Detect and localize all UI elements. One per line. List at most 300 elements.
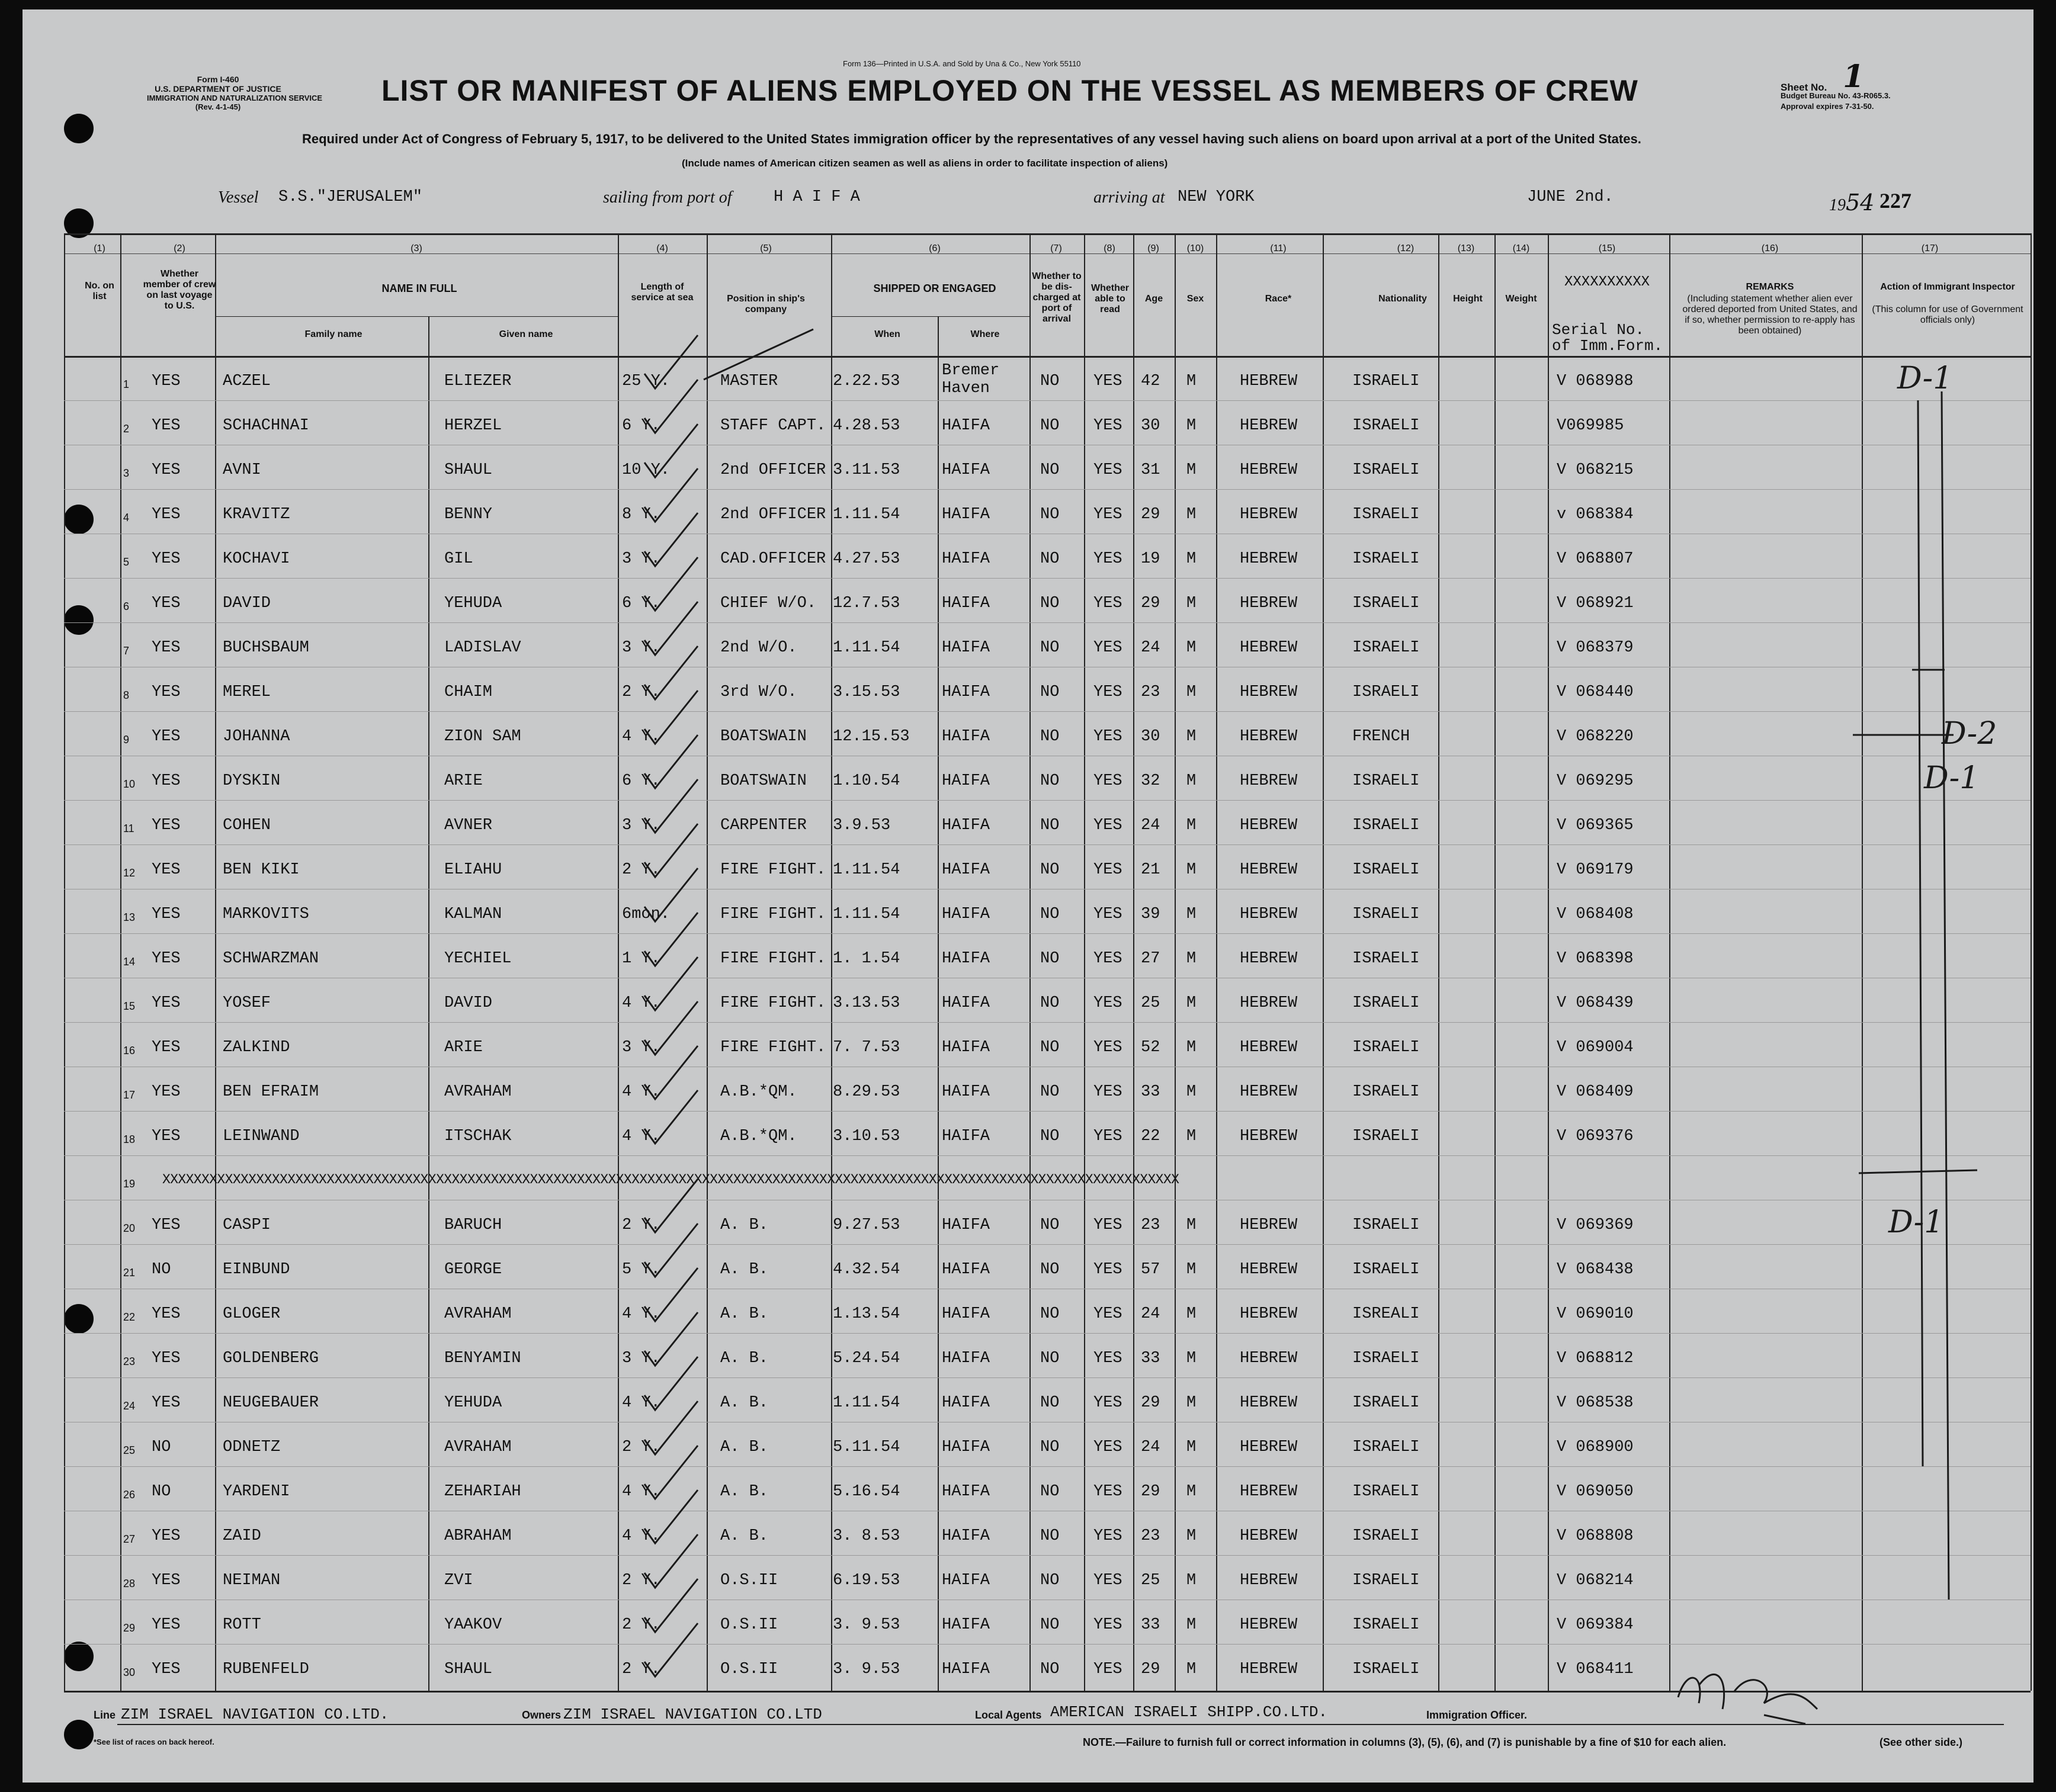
nationality-cell: ISRAELI [1352,506,1420,524]
able-to-read-cell: YES [1093,1216,1122,1234]
checkmark [644,602,698,655]
shipped-when-cell: 5.24.54 [833,1350,900,1367]
shipped-where-cell: HAIFA [942,905,990,923]
able-to-read-cell: YES [1093,1438,1122,1456]
position-cell: A. B. [720,1305,769,1323]
colnum-14: (14) [1512,243,1530,253]
row-number: 25 [123,1444,136,1456]
serial-number-cell: V 068398 [1557,950,1634,968]
vessel-label: Vessel [218,188,259,207]
age-cell: 57 [1141,1261,1160,1279]
service-length-cell: 4 Y. [622,994,660,1012]
sheet-label: Sheet No. [1781,82,1827,93]
colnum-12: (12) [1397,243,1414,253]
nationality-cell: ISRAELI [1352,639,1420,657]
age-cell: 29 [1141,506,1160,524]
race-cell: HEBREW [1240,1483,1298,1501]
last-voyage-cell: YES [152,372,181,390]
age-cell: 39 [1141,905,1160,923]
shipped-where-cell: HAIFA [942,1438,990,1456]
discharged-cell: NO [1040,1039,1060,1056]
header-remarks: REMARKS [1746,282,1794,292]
row-number: 14 [123,956,136,968]
shipped-when-cell: 1.11.54 [833,861,900,879]
checkmark [644,1490,698,1543]
shipped-when-cell: 6.19.53 [833,1572,900,1589]
race-cell: HEBREW [1240,639,1298,657]
family-name-cell: EINBUND [223,1261,290,1279]
age-cell: 24 [1141,639,1160,657]
sex-cell: M [1186,506,1197,524]
row-number: 23 [123,1356,136,1367]
service-length-cell: 2 Y. [622,1216,660,1234]
shipped-when-cell: 3. 9.53 [833,1661,900,1678]
row-number: 12 [123,867,136,879]
sex-cell: M [1186,417,1197,435]
serial-number-cell: V 068807 [1557,550,1634,568]
nationality-cell: ISRAELI [1352,772,1420,790]
nationality-cell: ISRAELI [1352,1083,1420,1101]
family-name-cell: NEUGEBAUER [223,1394,319,1412]
row-number: 15 [123,1000,136,1012]
given-name-cell: ABRAHAM [444,1527,512,1545]
last-voyage-cell: YES [152,550,181,568]
nationality-cell: ISRAELI [1352,550,1420,568]
nationality-cell: ISRAELI [1352,905,1420,923]
shipped-when-cell: 1.11.54 [833,905,900,923]
position-cell: BOATSWAIN [720,728,807,746]
owners-label: Owners [522,1709,562,1721]
sex-cell: M [1186,950,1197,968]
age-cell: 33 [1141,1350,1160,1367]
family-name-cell: BUCHSBAUM [223,639,309,657]
shipped-where-cell: HAIFA [942,639,990,657]
discharged-cell: NO [1040,595,1060,612]
position-cell: FIRE FIGHT. [720,994,826,1012]
colnum-10: (10) [1186,243,1204,253]
sex-cell: M [1186,1483,1197,1501]
position-cell: O.S.II [720,1661,778,1678]
last-voyage-cell: YES [152,905,181,923]
position-cell: 2nd W/O. [720,639,797,657]
race-cell: HEBREW [1240,1394,1298,1412]
form-title: LIST OR MANIFEST OF ALIENS EMPLOYED ON THE VESSEL AS MEMBERS OF CREW [381,74,1638,107]
race-cell: HEBREW [1240,994,1298,1012]
given-name-cell: BENNY [444,506,493,524]
able-to-read-cell: YES [1093,417,1122,435]
given-name-cell: ZION SAM [444,728,521,746]
nationality-cell: ISRAELI [1352,1216,1420,1234]
sex-cell: M [1186,1039,1197,1056]
shipped-when-cell: 12.7.53 [833,595,900,612]
colnum-4: (4) [656,243,668,253]
header-inspector-note: (This column for use of Government officials only) [1872,304,2023,325]
discharged-cell: NO [1040,1527,1060,1545]
given-name-cell: ITSCHAK [444,1128,512,1145]
service-length-cell: 5 Y. [622,1261,660,1279]
row-number: 21 [123,1267,136,1279]
sex-cell: M [1186,1216,1197,1234]
age-cell: 24 [1141,1305,1160,1323]
last-voyage-cell: NO [152,1483,171,1501]
header-name-in-full: NAME IN FULL [381,282,457,294]
able-to-read-cell: YES [1093,639,1122,657]
serial-number-cell: V 068921 [1557,595,1634,612]
sex-cell: M [1186,1438,1197,1456]
shipped-when-cell: 1.11.54 [833,639,900,657]
serial-number-cell: V 069376 [1557,1128,1634,1145]
family-name-cell: ACZEL [223,372,271,390]
race-cell: HEBREW [1240,372,1298,390]
shipped-when-cell: 5.11.54 [833,1438,900,1456]
last-voyage-cell: YES [152,1305,181,1323]
shipped-when-cell: 7. 7.53 [833,1039,900,1056]
checkmark [644,380,698,433]
last-voyage-cell: YES [152,1572,181,1589]
service-length-cell: 1 Y. [622,950,660,968]
shipped-when-cell: 2.22.53 [833,372,900,390]
given-name-cell: LADISLAV [444,639,521,657]
checkmark [644,1623,698,1677]
given-name-cell: ZVI [444,1572,473,1589]
age-cell: 21 [1141,861,1160,879]
line-company: ZIM ISRAEL NAVIGATION CO.LTD. [121,1706,389,1723]
colnum-7: (7) [1050,243,1062,253]
age-cell: 24 [1141,1438,1160,1456]
service-length-cell: 3 Y. [622,639,660,657]
discharged-cell: NO [1040,1216,1060,1234]
sex-cell: M [1186,1305,1197,1323]
shipped-where-cell: HAIFA [942,461,990,479]
able-to-read-cell: YES [1093,1661,1122,1678]
shipped-when-cell: 9.27.53 [833,1216,900,1234]
service-length-cell: 6 Y. [622,417,660,435]
race-cell: HEBREW [1240,461,1298,479]
nationality-cell: ISRAELI [1352,417,1420,435]
arrival-date: JUNE 2nd. [1527,188,1614,206]
shipped-when-cell: 1. 1.54 [833,950,900,968]
age-cell: 31 [1141,461,1160,479]
year-suffix: 54 [1846,190,1875,216]
race-cell: HEBREW [1240,1616,1298,1634]
family-name-cell: SCHWARZMAN [223,950,319,968]
shipped-where-cell: HAIFA [942,1527,990,1545]
printer-note: Form 136—Printed in U.S.A. and Sold by Una & Co., New York 55110 [843,59,1081,68]
age-cell: 25 [1141,1572,1160,1589]
discharged-cell: NO [1040,950,1060,968]
serial-number-cell: v 068384 [1557,506,1634,524]
shipped-where-cell: HAIFA [942,1483,990,1501]
shipped-where-cell: HAIFA [942,1616,990,1634]
service-length-cell: 6 Y. [622,595,660,612]
nationality-cell: ISRAELI [1352,1483,1420,1501]
given-name-cell: YEHUDA [444,595,502,612]
header-race: Race* [1265,294,1292,304]
shipped-where-cell: HAIFA [942,595,990,612]
inspector-bracket-line [1918,400,1923,1466]
serial-number-cell: V 068408 [1557,905,1634,923]
header-nationality: Nationality [1378,294,1427,304]
nationality-cell: ISRAELI [1352,595,1420,612]
shipped-where-cell: HAIFA [942,506,990,524]
shipped-when-cell: 3.11.53 [833,461,900,479]
serial-number-cell: V 068439 [1557,994,1634,1012]
last-voyage-cell: YES [152,772,181,790]
family-name-cell: JOHANNA [223,728,290,746]
discharged-cell: NO [1040,1572,1060,1589]
shipped-when-cell: 3. 9.53 [833,1616,900,1634]
serial-number-cell: V 068379 [1557,639,1634,657]
shipped-where-cell: HAIFA [942,1216,990,1234]
nationality-cell: ISRAELI [1352,1039,1420,1056]
checkmark [644,1312,698,1366]
discharged-cell: NO [1040,1394,1060,1412]
shipped-where-cell: HAIFA [942,728,990,746]
able-to-read-cell: YES [1093,1572,1122,1589]
discharged-cell: NO [1040,506,1060,524]
header-age: Age [1144,294,1163,304]
race-cell: HEBREW [1240,772,1298,790]
age-cell: 30 [1141,417,1160,435]
sex-cell: M [1186,1128,1197,1145]
serial-number-cell: V 069010 [1557,1305,1634,1323]
family-name-cell: RUBENFELD [223,1661,309,1678]
last-voyage-cell: YES [152,1616,181,1634]
nationality-cell: ISRAELI [1352,1128,1420,1145]
shipped-when-cell: 3.9.53 [833,817,891,834]
able-to-read-cell: YES [1093,817,1122,834]
service-length-cell: 3 Y. [622,817,660,834]
colnum-2: (2) [174,243,185,253]
agents-label: Local Agents [975,1709,1042,1721]
family-name-cell: AVNI [223,461,261,479]
age-cell: 52 [1141,1039,1160,1056]
colnum-17: (17) [1921,243,1939,253]
race-cell: HEBREW [1240,905,1298,923]
last-voyage-cell: YES [152,1350,181,1367]
service-length-cell: 2 Y. [622,1661,660,1678]
nationality-cell: ISRAELI [1352,994,1420,1012]
shipped-where-cell: HAIFA [942,1661,990,1678]
colnum-3: (3) [410,243,422,253]
inspector-disposition-mark: D-1 [1888,1205,1944,1240]
able-to-read-cell: YES [1093,1305,1122,1323]
row-number: 17 [123,1089,136,1101]
service-length-cell: 8 Y. [622,506,660,524]
shipped-where-cell: HAIFA [942,861,990,879]
family-name-cell: MARKOVITS [223,905,309,923]
nationality-cell: ISRAELI [1352,683,1420,701]
given-name-cell: YAAKOV [444,1616,502,1634]
penalty-note: NOTE.—Failure to furnish full or correct information in columns (3), (5), (6), and (7) is punishable by a fine of $10 for each alien. [1083,1736,1727,1748]
nationality-cell: ISRAELI [1352,1438,1420,1456]
serial-number-cell: V069985 [1557,417,1624,435]
colnum-11: (11) [1270,243,1287,253]
age-cell: 33 [1141,1616,1160,1634]
row-number: 9 [123,734,130,746]
race-cell: HEBREW [1240,506,1298,524]
sex-cell: M [1186,1083,1197,1101]
checkmark [644,1401,698,1454]
row-number: 29 [123,1622,136,1634]
sex-cell: M [1186,994,1197,1012]
checkmark [644,1268,698,1321]
able-to-read-cell: YES [1093,772,1122,790]
discharged-cell: NO [1040,1350,1060,1367]
position-cell: MASTER [720,372,778,390]
header-remarks-note: (Including statement whether alien ever ordered deported from United States, and if so, whether permission to re-apply has been obtained) [1682,294,1858,336]
department: U.S. DEPARTMENT OF JUSTICE [155,84,281,94]
serial-number-cell: V 069179 [1557,861,1634,879]
last-voyage-cell: YES [152,950,181,968]
serial-number-cell: V 068220 [1557,728,1634,746]
discharged-cell: NO [1040,461,1060,479]
header-weight: Weight [1505,294,1537,304]
service-length-cell: 6mon. [622,905,671,923]
checkmark [644,1179,698,1232]
age-cell: 19 [1141,550,1160,568]
discharged-cell: NO [1040,372,1060,390]
inspector-dash [1859,1170,1977,1173]
able-to-read-cell: YES [1093,506,1122,524]
last-voyage-cell: YES [152,1083,181,1101]
shipped-where-cell: HAIFA [942,683,990,701]
colnum-16: (16) [1761,243,1779,253]
row-number: 2 [123,423,130,435]
nationality-cell: ISRAELI [1352,1394,1420,1412]
family-name-cell: GLOGER [223,1305,281,1323]
header-last-voyage: Whether member of crew on last voyage to U.S. [143,269,216,311]
last-voyage-cell: YES [152,506,181,524]
checkmark [644,691,698,744]
shipped-when-cell: 4.32.54 [833,1261,900,1279]
shipped-when-cell: 1.10.54 [833,772,900,790]
sex-cell: M [1186,1394,1197,1412]
age-cell: 29 [1141,1661,1160,1678]
position-cell: A. B. [720,1216,769,1234]
header-length-of-service: Length of service at sea [631,282,694,303]
shipped-when-cell: 8.29.53 [833,1083,900,1101]
race-cell: HEBREW [1240,1216,1298,1234]
family-name-cell: YARDENI [223,1483,290,1501]
race-cell: HEBREW [1240,817,1298,834]
row-number: 30 [123,1666,136,1678]
shipped-where-cell: HAIFA [942,994,990,1012]
age-cell: 23 [1141,1216,1160,1234]
arriving-label: arriving at [1093,188,1165,207]
row-number: 13 [123,911,136,923]
family-name-cell: BEN KIKI [223,861,300,879]
sex-cell: M [1186,1661,1197,1678]
race-cell: HEBREW [1240,1438,1298,1456]
service-length-cell: 4 Y. [622,1394,660,1412]
serial-number-cell: V 068808 [1557,1527,1634,1545]
given-name-cell: ZEHARIAH [444,1483,521,1501]
position-cell: O.S.II [720,1572,778,1589]
able-to-read-cell: YES [1093,1128,1122,1145]
shipped-where-cell: HAIFA [942,1083,990,1101]
given-name-cell: GEORGE [444,1261,502,1279]
checkmark [644,868,698,921]
nationality-cell: ISRAELI [1352,1350,1420,1367]
family-name-cell: DAVID [223,595,271,612]
race-note: *See list of races on back hereof. [94,1738,214,1746]
race-cell: HEBREW [1240,1261,1298,1279]
header-position: Position in ship's company [727,294,805,314]
able-to-read-cell: YES [1093,861,1122,879]
header-inspector-action: Action of Immigrant Inspector [1880,282,2015,292]
given-name-cell: YEHUDA [444,1394,502,1412]
position-cell: A.B.*QM. [720,1083,797,1101]
shipped-when-cell: 3.10.53 [833,1128,900,1145]
header-shipped-engaged: SHIPPED OR ENGAGED [873,282,996,294]
last-voyage-cell: YES [152,1527,181,1545]
inspector-bracket-line [1942,391,1949,1600]
family-name-cell: GOLDENBERG [223,1350,319,1367]
sailing-port: H A I F A [774,188,860,206]
checkmark [644,1090,698,1144]
checkmark [644,1223,698,1277]
discharged-cell: NO [1040,1438,1060,1456]
given-name-cell: KALMAN [444,905,502,923]
sex-cell: M [1186,1261,1197,1279]
position-cell: A. B. [720,1350,769,1367]
sex-cell: M [1186,461,1197,479]
race-cell: HEBREW [1240,861,1298,879]
row-number: 3 [123,467,130,479]
last-voyage-cell: YES [152,461,181,479]
shipped-where-cell: HAIFA [942,417,990,435]
discharged-cell: NO [1040,728,1060,746]
race-cell: HEBREW [1240,1128,1298,1145]
colnum-13: (13) [1457,243,1475,253]
colnum-6: (6) [929,243,941,253]
age-cell: 29 [1141,595,1160,612]
position-cell: FIRE FIGHT. [720,1039,826,1056]
given-name-cell: CHAIM [444,683,493,701]
shipped-where-cell: HAIFA [942,1128,990,1145]
last-voyage-cell: YES [152,639,181,657]
handwritten-marks [23,9,2033,1783]
able-to-read-cell: YES [1093,683,1122,701]
position-cell: A.B.*QM. [720,1128,797,1145]
checkmark [644,957,698,1010]
age-cell: 24 [1141,817,1160,834]
header-serial-no: Serial No. of Imm.Form. [1552,321,1663,355]
family-name-cell: YOSEF [223,994,271,1012]
service-length-cell: 2 Y. [622,861,660,879]
checkmark [644,735,698,788]
family-name-cell: LEINWAND [223,1128,300,1145]
checkmark [644,335,698,388]
service: IMMIGRATION AND NATURALIZATION SERVICE [147,94,323,102]
row-number: 16 [123,1045,136,1056]
age-cell: 22 [1141,1128,1160,1145]
shipped-when-cell: 1.13.54 [833,1305,900,1323]
last-voyage-cell: YES [152,817,181,834]
race-cell: HEBREW [1240,1305,1298,1323]
race-cell: HEBREW [1240,1039,1298,1056]
serial-number-cell: V 068812 [1557,1350,1634,1367]
service-length-cell: 2 Y. [622,1572,660,1589]
able-to-read-cell: YES [1093,550,1122,568]
sex-cell: M [1186,1527,1197,1545]
service-length-cell: 2 Y. [622,1616,660,1634]
last-voyage-cell: NO [152,1438,171,1456]
age-cell: 30 [1141,728,1160,746]
race-cell: HEBREW [1240,1661,1298,1678]
service-length-cell: 2 Y. [622,1438,660,1456]
